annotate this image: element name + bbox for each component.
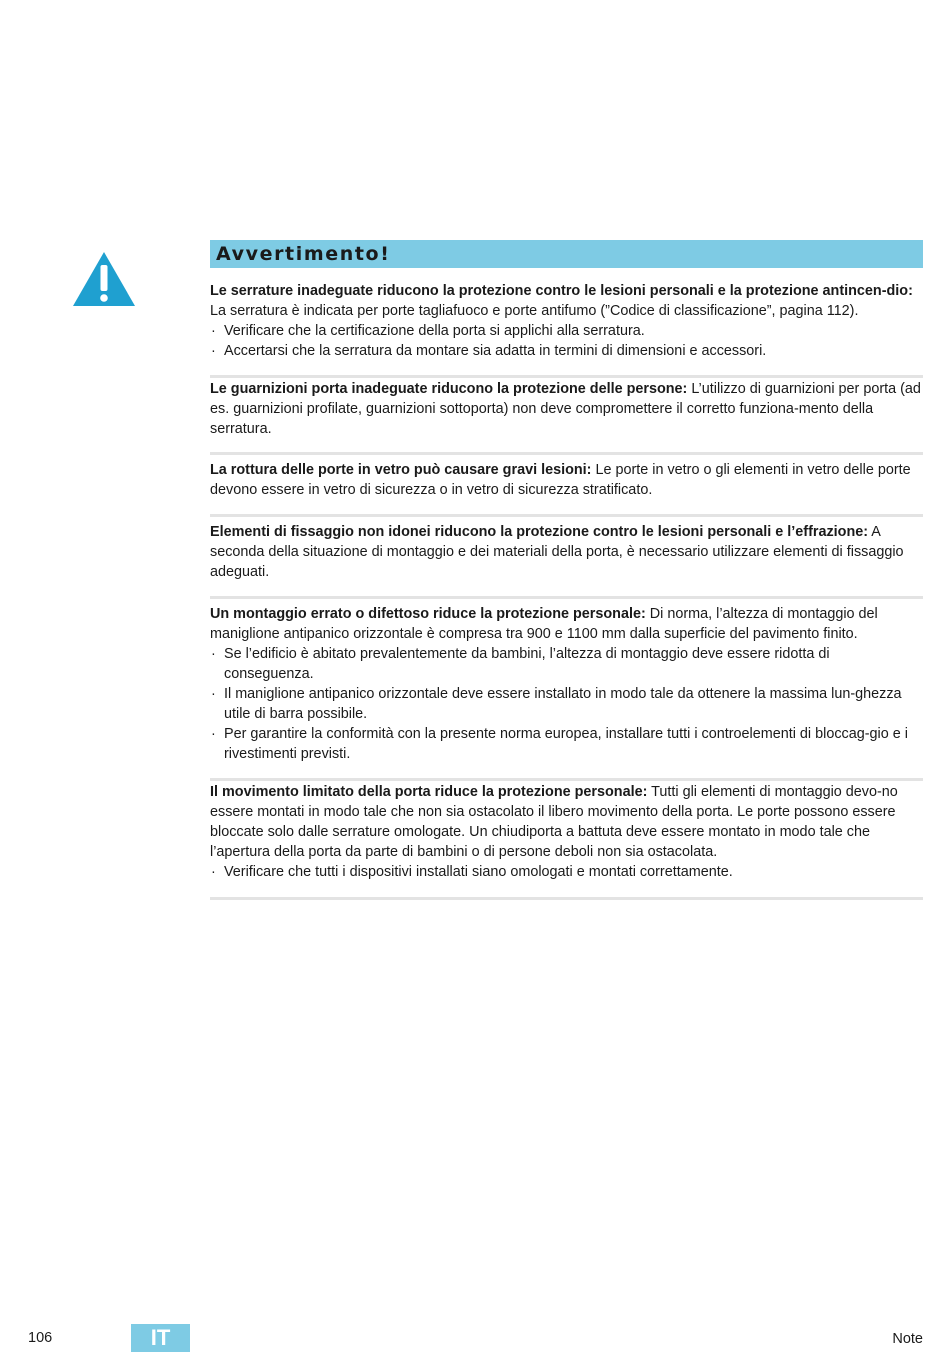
bullet-list xyxy=(210,862,923,882)
section-body: Di norma, l’altezza di montaggio del maniglione antipanico orizzontale è compresa tra 900 e 1100 mm dalla superficie del pavimento finito. xyxy=(210,606,878,642)
section-paragraph xyxy=(210,379,923,439)
bullet-list xyxy=(210,321,923,361)
section-lead: La rottura delle porte in vetro può causare gravi lesioni: xyxy=(210,462,592,478)
footer-label: Note xyxy=(892,1331,923,1347)
warning-content xyxy=(210,240,923,900)
section-lead: Le guarnizioni porta inadeguate riducono la protezione delle persone: xyxy=(210,381,688,397)
section-lead: Il movimento limitato della porta riduce la protezione personale: xyxy=(210,784,648,800)
language-badge: IT xyxy=(131,1324,190,1352)
section-paragraph xyxy=(210,604,923,644)
divider xyxy=(210,452,923,455)
warning-section xyxy=(210,379,923,439)
section-body: A seconda della situazione di montaggio e dei materiali della porta, è necessario utilizzare elementi di fissaggio adeguati. xyxy=(210,524,904,580)
page-footer xyxy=(0,1322,950,1356)
section-lead: Un montaggio errato o difettoso riduce la protezione personale: xyxy=(210,606,646,622)
list-item: · Accertarsi che la serratura da montare sia adatta in termini di dimensioni e accessori. xyxy=(210,341,923,361)
section-body: L’utilizzo di guarnizioni per porta (ad es. guarnizioni profilate, guarnizioni sottoporta) non deve compromettere il corretto funziona-mento della serratura. xyxy=(210,381,921,437)
section-paragraph xyxy=(210,782,923,862)
warning-section xyxy=(210,281,923,361)
list-item: · Verificare che la certificazione della porta si applichi alla serratura. xyxy=(210,321,923,341)
warning-section xyxy=(210,522,923,582)
list-item: · Se l’edificio è abitato prevalentemente da bambini, l’altezza di montaggio deve essere ridotta di conseguenza. xyxy=(210,644,923,684)
divider xyxy=(210,596,923,599)
list-item: · Verificare che tutti i dispositivi installati siano omologati e montati correttamente. xyxy=(210,862,923,882)
list-item: · Il maniglione antipanico orizzontale deve essere installato in modo tale da ottenere la massima lun-ghezza utile di barra possibile. xyxy=(210,684,923,724)
warning-title: Avvertimento! xyxy=(216,243,391,265)
section-paragraph xyxy=(210,281,923,321)
section-paragraph xyxy=(210,522,923,582)
warning-header xyxy=(210,240,923,268)
warning-triangle-icon xyxy=(71,250,137,308)
section-lead: Le serrature inadeguate riducono la protezione contro le lesioni personali e la protezione antincen-dio: xyxy=(210,283,913,299)
list-item: · Per garantire la conformità con la presente norma europea, installare tutti i controelementi di bloccag-gio e i rivestimenti previsti. xyxy=(210,724,923,764)
page-number: 106 xyxy=(28,1330,53,1346)
divider xyxy=(210,375,923,378)
section-lead: Elementi di fissaggio non idonei riducono la protezione contro le lesioni personali e l’effrazione: xyxy=(210,524,869,540)
section-body: Le porte in vetro o gli elementi in vetro delle porte devono essere in vetro di sicurezza o in vetro di sicurezza stratificato. xyxy=(210,462,911,498)
warning-section xyxy=(210,782,923,882)
section-body: Tutti gli elementi di montaggio devo-no essere montati in modo tale che non sia ostacolato il libero movimento della porta. Le porte possono essere bloccate solo dalle serrature omologate. Un chiudiporta a battuta deve essere montato in modo tale che l’apertura della porta da parte di bambini o di persone deboli non sia ostacolata. xyxy=(210,784,898,860)
section-body: La serratura è indicata per porte tagliafuoco e porte antifumo (”Codice di classificazione”, pagina 112). xyxy=(210,303,859,319)
warning-section xyxy=(210,604,923,764)
divider xyxy=(210,514,923,517)
divider xyxy=(210,778,923,781)
warning-section xyxy=(210,460,923,500)
bullet-list xyxy=(210,644,923,764)
section-paragraph xyxy=(210,460,923,500)
divider xyxy=(210,897,923,900)
